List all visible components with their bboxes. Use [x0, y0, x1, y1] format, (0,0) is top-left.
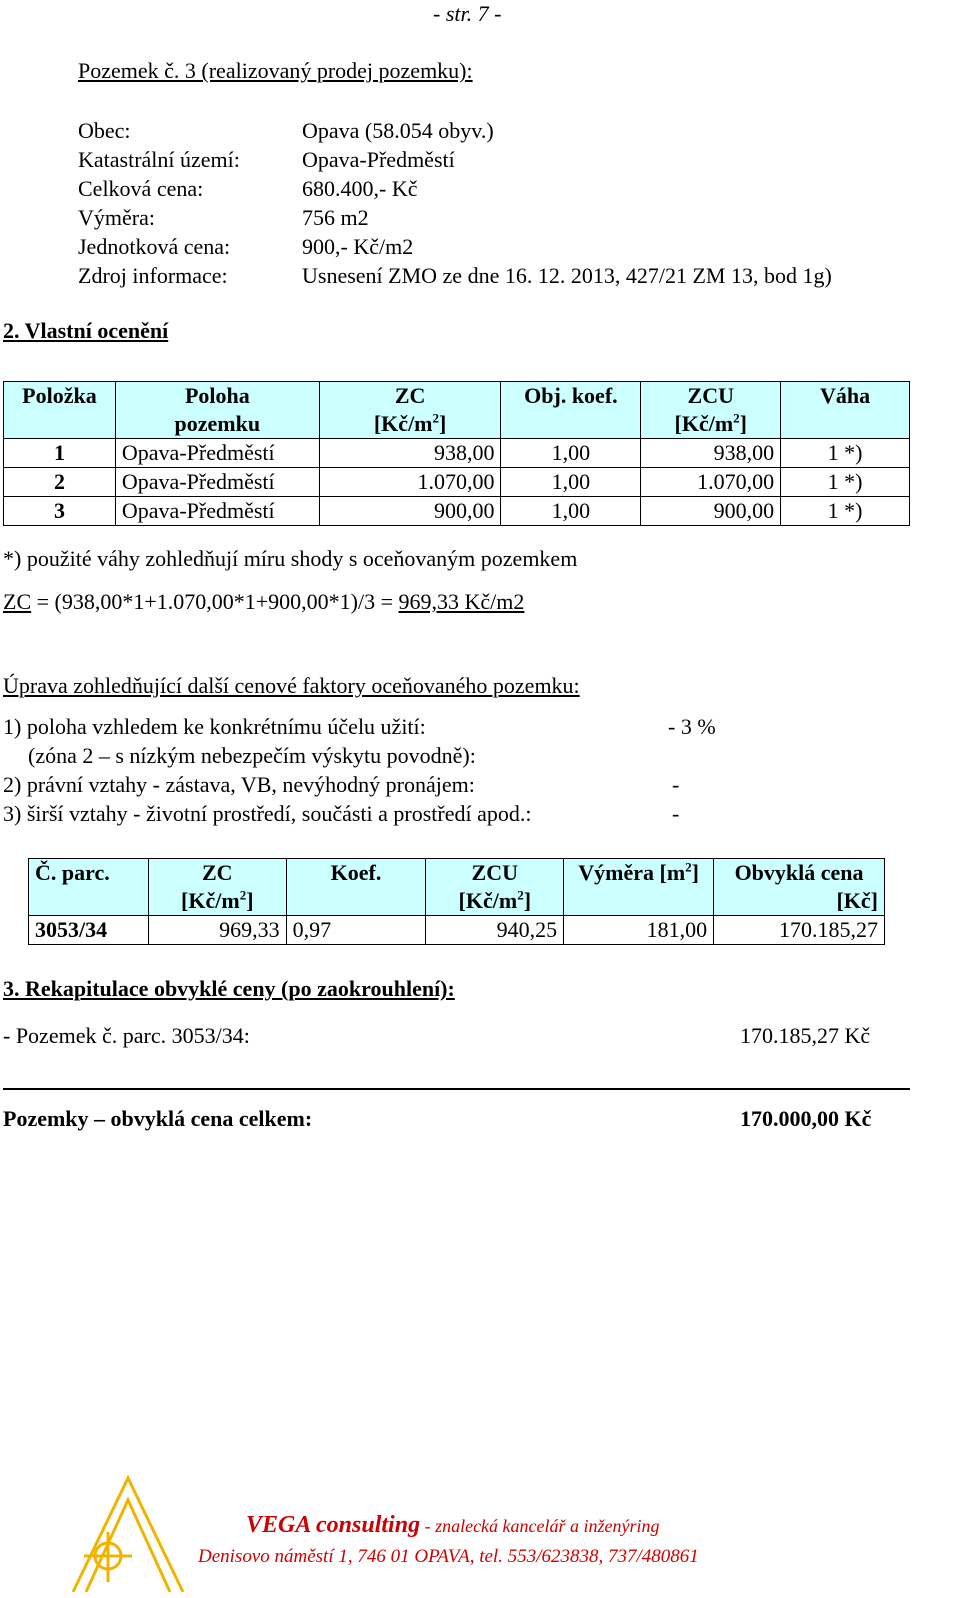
table-row: 2 Opava-Předměstí 1.070,00 1,00 1.070,00 1 *) [4, 468, 910, 497]
col-header-zc-unit: $[Kč/m^2]$ [148, 887, 286, 916]
info-value: Opava (58.054 obyv.) [302, 118, 494, 143]
col-header-poloha-unit: pozemku [115, 410, 319, 439]
col-header-cena: Obvyklá cena [714, 859, 885, 888]
col-header-zcu-unit: $[Kč/m^2]$ [641, 410, 781, 439]
formula-zc: ZC [3, 589, 32, 614]
info-label: Celková cena: [78, 176, 204, 201]
adjustment-item: 3) širší vztahy - životní prostředí, součásti a prostředí apod.: [3, 801, 532, 826]
vega-logo-icon [68, 1470, 188, 1592]
recap-item-label: - Pozemek č. parc. 3053/34: [3, 1023, 250, 1048]
table-header-row [29, 887, 885, 916]
formula-result: 969,33 Kč/m2 [398, 589, 525, 614]
info-label: Výměra: [78, 205, 155, 230]
info-value: 680.400,- Kč [302, 176, 418, 201]
page-number: - str. 7 - [433, 1, 502, 26]
divider [3, 1088, 910, 1090]
adjustment-item: 1) poloha vzhledem ke konkrétnímu účelu užití: [3, 714, 426, 739]
valuation-table [3, 381, 910, 526]
col-header-zc-unit: $[Kč/m^2]$ [319, 410, 501, 439]
info-value: 756 m2 [302, 205, 369, 230]
company-desc: - znalecká kancelář a inženýring [420, 1516, 660, 1536]
info-value: 900,- Kč/m2 [302, 234, 414, 259]
footer-company [246, 1512, 660, 1539]
formula [3, 589, 524, 615]
col-header-zcu: ZCU [641, 382, 781, 411]
weights-note: *) použité váhy zohledňují míru shody s oceňovaným pozemkem [3, 546, 578, 571]
info-label: Jednotková cena: [78, 234, 231, 259]
info-value: Opava-Předměstí [302, 147, 455, 172]
recap-item-value: 170.185,27 Kč [740, 1023, 871, 1048]
company-name: VEGA consulting [246, 1512, 421, 1538]
section-3-title: 3. Rekapitulace obvyklé ceny (po zaokrouhlení): [3, 976, 455, 1001]
col-header-zc: ZC [319, 382, 501, 411]
formula-expr: = (938,00*1+1.070,00*1+900,00*1)/3 = [31, 589, 399, 614]
col-header-zcu: ZCU [426, 859, 564, 888]
footer-address: Denisovo náměstí 1, 746 01 OPAVA, tel. 553/623838, 737/480861 [198, 1546, 699, 1567]
info-label: Obec: [78, 118, 131, 143]
table-header-row [4, 382, 910, 411]
adjustment-value: - 3 % [668, 714, 716, 739]
col-header-zc: ZC [148, 859, 286, 888]
table-header-row [29, 859, 885, 888]
col-header-obj: Obj. koef. [501, 382, 641, 411]
info-label: Katastrální území: [78, 147, 240, 172]
col-header-polozka: Položka [4, 382, 116, 411]
col-header-vymera: Výměra $[m^2]$ [564, 859, 714, 888]
adjustment-value: - [672, 801, 680, 826]
info-value: Usnesení ZMO ze dne 16. 12. 2013, 427/21 ZM 13, bod 1g) [302, 263, 832, 288]
table-row: 3053/34 969,33 0,97 940,25 181,00 170.185,27 [29, 916, 885, 945]
table-row: 1 Opava-Předměstí 938,00 1,00 938,00 1 *) [4, 439, 910, 468]
col-header-poloha: Poloha [115, 382, 319, 411]
table-row: 3 Opava-Předměstí 900,00 1,00 900,00 1 *) [4, 497, 910, 526]
price-table [28, 858, 885, 945]
table-header-row [4, 410, 910, 439]
info-label: Zdroj informace: [78, 263, 228, 288]
section-2-title: 2. Vlastní ocenění [3, 318, 169, 343]
adjustment-item: 2) právní vztahy - zástava, VB, nevýhodný pronájem: [3, 772, 475, 797]
total-label: Pozemky – obvyklá cena celkem: [3, 1106, 313, 1131]
parcel-title: Pozemek č. 3 (realizovaný prodej pozemku): [78, 58, 473, 83]
adjustments-title: Úprava zohledňující další cenové faktory oceňovaného pozemku: [3, 673, 580, 698]
col-header-cena-unit: [Kč] [714, 887, 885, 916]
col-header-vaha: Váha [781, 382, 910, 411]
total-value: 170.000,00 Kč [740, 1106, 872, 1131]
adjustment-item: (zóna 2 – s nízkým nebezpečím výskytu povodně): [28, 743, 476, 768]
col-header-parc: Č. parc. [29, 859, 149, 888]
col-header-koef: Koef. [286, 859, 426, 888]
adjustment-value: - [672, 772, 680, 797]
col-header-zcu-unit: $[Kč/m^2]$ [426, 887, 564, 916]
